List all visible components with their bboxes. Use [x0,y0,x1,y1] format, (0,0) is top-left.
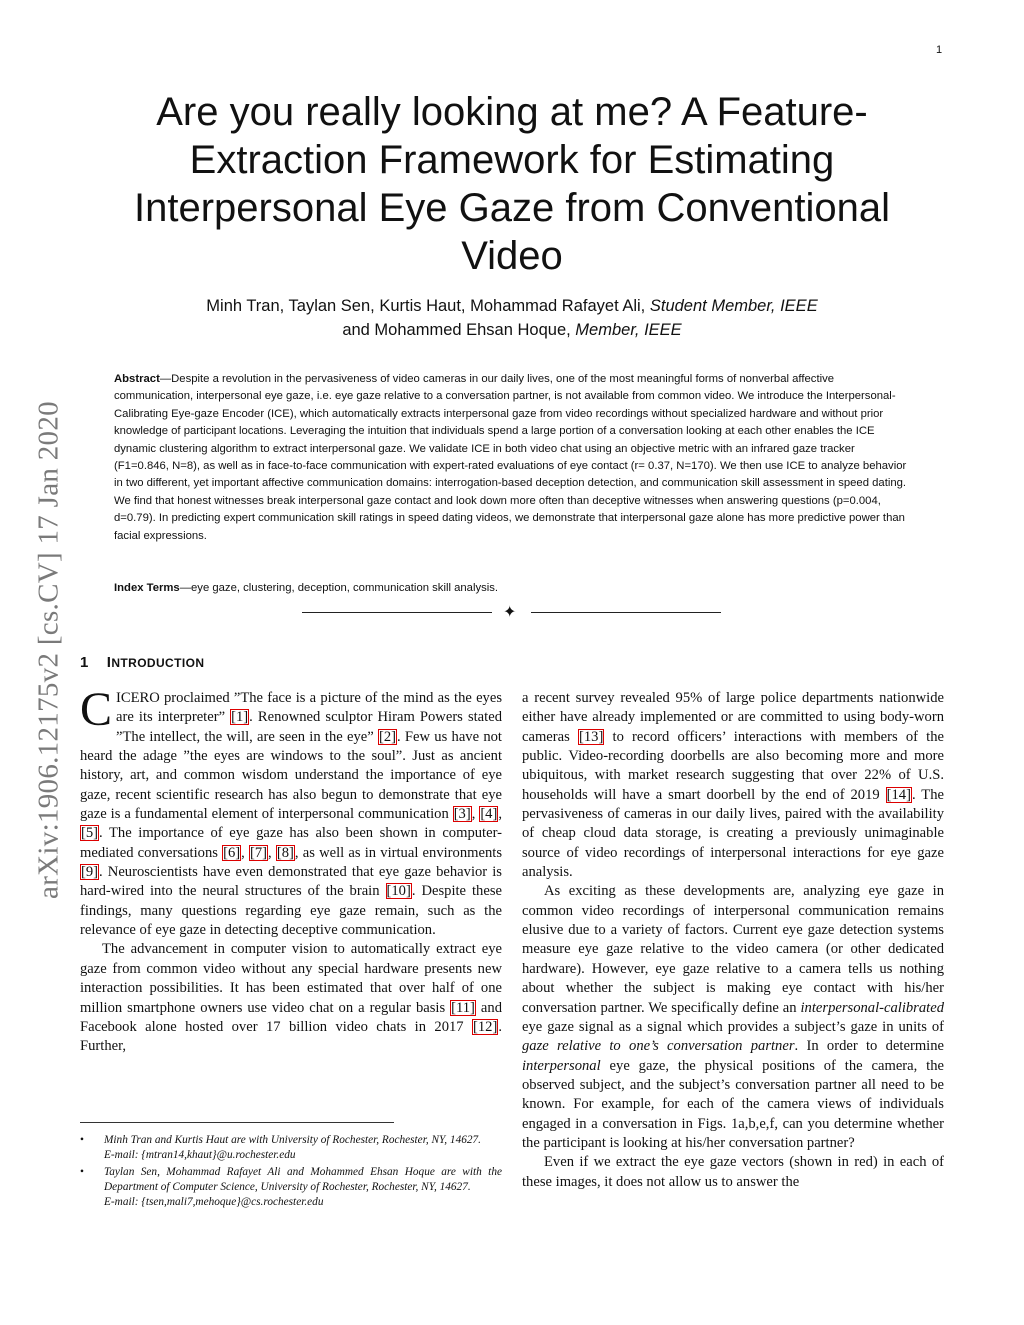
abstract-label: Abstract [114,373,160,385]
author-role-2: Member, IEEE [575,321,682,339]
citation-link[interactable]: [3] [453,806,471,823]
text-run: . Renowned sculptor Hiram Powers stated ”The intellect, the will, are seen in the eye” [116,709,502,745]
paper-title: Are you really looking at me? A Feature-Extraction Framework for Estimating Interpersonal Eye Gaze from Conventional Video [134,90,890,278]
citation-link[interactable]: [2] [378,728,396,745]
text-run: . In order to determine [794,1038,944,1055]
footnote-item [80,1165,502,1210]
paragraph [522,689,944,882]
paragraph [522,1153,944,1192]
author-role-1: Student Member, IEEE [649,297,818,315]
citation-link[interactable]: [7] [249,844,268,861]
author-names-2: and Mohammed Ehsan Hoque, [342,321,571,339]
index-terms-text: —eye gaze, clustering, deception, communication skill analysis. [179,582,499,594]
text-run: , [241,844,249,861]
citation-link[interactable]: [11] [451,999,475,1016]
emphasis: interpersonal [522,1057,601,1074]
text-run: . Few us have not heard the adage ”the eyes are windows to the soul”. Just as ancient history, art, and common wisdom understand the importance of eye gaze, recent scientific research has also begun to demonstrate that eye gaze is a fundamental element of interpersonal communication [80,728,502,823]
separator-line-left [302,612,492,613]
section-number: 1 [80,654,89,671]
text-run: The advancement in computer vision to automatically extract eye gaze from common video without any special hardware presents new interaction possibilities. It has been estimated that over half of one million smartphone owners use video chat on a regular basis [80,941,502,1016]
paragraph [80,940,502,1056]
author-line-1 [100,294,924,318]
index-terms [114,580,912,597]
author-names-1: Minh Tran, Taylan Sen, Kurtis Haut, Mohammad Rafayet Ali, [206,297,646,315]
citation-link[interactable]: [10] [386,883,411,900]
text-run: . Neuroscientists have even demonstrated that eye gaze behavior is hard-wired into the neural structures of the brain [80,864,502,900]
emphasis: gaze relative to one’s conversation partner [522,1038,795,1055]
abstract-text: —Despite a revolution in the pervasiveness of video cameras in our daily lives, one of the most meaningful forms of nonverbal affective communication, interpersonal eye gaze, i.e. eye gaze relative to a conversation partner, is not available from common video. We introduce the Interpersonal-Calibrating Eye-gaze Encoder (ICE), which automatically extracts interpersonal gaze from video recordings without specialized hardware and without prior knowledge of participant locations. Leveraging the intuition that individuals spend a large portion of a conversation looking at each other enables the ICE dynamic clustering algorithm to extract interpersonal gaze. We validate ICE in both video chat using an objective metric with an infrared gaze tracker (F1=0.846, N=8), as well as in face-to-face communication with expert-rated evaluations of eye contact (r= 0.37, N=170). We then use ICE to analyze behavior in two different, yet important affective communication domains: interrogation-based deception detection, and communication skill assessment in speed dating. We find that honest witnesses break interpersonal gaze contact and look down more often than deceptive witnesses when answering questions (p=0.004, d=0.79). In predicting expert communication skill ratings in speed dating videos, we demonstrate that interpersonal gaze alone has more predictive power than facial expressions. [114,373,907,542]
separator-diamond-icon: ✦ [503,602,517,621]
abstract [114,371,912,545]
text-run: eye gaze signal as a signal which provides a subject’s gaze in units of [522,1018,944,1035]
text-run: , [268,844,276,861]
text-run: , [471,806,480,823]
text-run: proclaimed ”The face is a picture of the mind as the eyes are its interpreter” [116,690,502,726]
citation-link[interactable]: [9] [81,864,99,881]
footnote-text: Taylan Sen, Mohammad Rafayet Ali and Mohammed Ehsan Hoque are with the Department of Computer Science, University of Rochester, Rochester, NY, 14627. [104,1166,502,1193]
author-block [100,294,924,342]
emphasis: interpersonal-calibrated [800,999,944,1016]
arxiv-stamp: arXiv:1906.12175v2 [cs.CV] 17 Jan 2020 [32,401,65,899]
text-run: and Facebook alone hosted over 17 billion video chats in 2017 [80,999,502,1035]
author-line-2 [100,318,924,342]
drop-cap: C [80,683,113,736]
paragraph [80,683,502,940]
footnote-text: Minh Tran and Kurtis Haut are with University of Rochester, Rochester, NY, 14627. [104,1134,481,1146]
citation-link[interactable]: [8] [276,844,294,861]
text-run: Even if we extract the eye gaze vectors (shown in red) in each of these images, it does not allow us to answer the [522,1154,944,1190]
footnotes [80,1133,502,1212]
section-heading [80,654,204,671]
text-run: to record officers’ interactions with members of the public. Video-recording doorbells are also becoming more and more ubiquitous, with market research suggesting that over 22% of U.S. households will have a smart doorbell by the end of 2019 [522,728,945,803]
text-run: a recent survey revealed 95% of large police departments nationwide either have already implemented or are committed to using body-worn cameras [522,690,944,745]
citation-link[interactable]: [14] [886,786,911,803]
citation-link[interactable]: [4] [480,806,498,823]
footnote-rule [80,1122,394,1123]
lead-word: ICERO [116,690,160,706]
citation-link[interactable]: [12] [473,1018,498,1035]
text-run: , as well as in virtual environments [294,844,502,861]
page-number: 1 [936,44,943,56]
footnote-email: E-mail: {mtran14,khaut}@u.rochester.edu [104,1149,296,1161]
text-run: . The importance of eye gaze has also been shown in computer-mediated conversations [80,825,502,861]
right-column [522,689,944,1192]
text-run: As exciting as these developments are, analyzing eye gaze in common video recordings of interpersonal communication remains elusive due to a variety of factors. Current eye gaze detection systems measure eye gaze relative to the video camera (or other dedicated hardware). However, eye gaze relative to a camera tells us nothing about whether the subject is making eye contact with his/her conversation partner. We specifically define an [522,883,944,1016]
section-title-initial: I [106,654,112,671]
section-title-rest: NTRODUCTION [111,656,205,670]
citation-link[interactable]: [5] [81,825,99,842]
left-column [80,683,502,1057]
bullet-icon: • [80,1166,84,1178]
footnote-item [80,1133,502,1163]
citation-link[interactable]: [13] [579,728,604,745]
citation-link[interactable]: [1] [231,709,249,726]
text-run: . The pervasiveness of cameras in our daily lives, paired with the availability of cheap cloud data storage, is creating a previously unimaginable source of video recordings of interpersonal interactions for eye gaze analysis. [522,786,944,881]
paragraph [522,882,944,1153]
text-run: . Despite these findings, many questions regarding eye gaze remain, such as the relevance of eye gaze in detecting deceptive communication. [80,883,502,939]
separator-line-right [531,612,721,613]
text-run: , [498,806,502,823]
citation-link[interactable]: [6] [223,844,241,861]
text-run: eye gaze, the physical positions of the camera, the observed subject, and the subject’s conversation partner all need to be known. For example, for each of the camera views of individuals engaged in a conversation in Figs. 1a,b,e,f, can you determine whether the participant is looking at his/her conversation partner? [522,1057,944,1151]
bullet-icon: • [80,1134,84,1146]
footnote-email: E-mail: {tsen,mali7,mehoque}@cs.rochester.edu [104,1196,324,1208]
text-run: . Further, [80,1018,502,1055]
index-terms-label: Index Terms [114,582,180,594]
